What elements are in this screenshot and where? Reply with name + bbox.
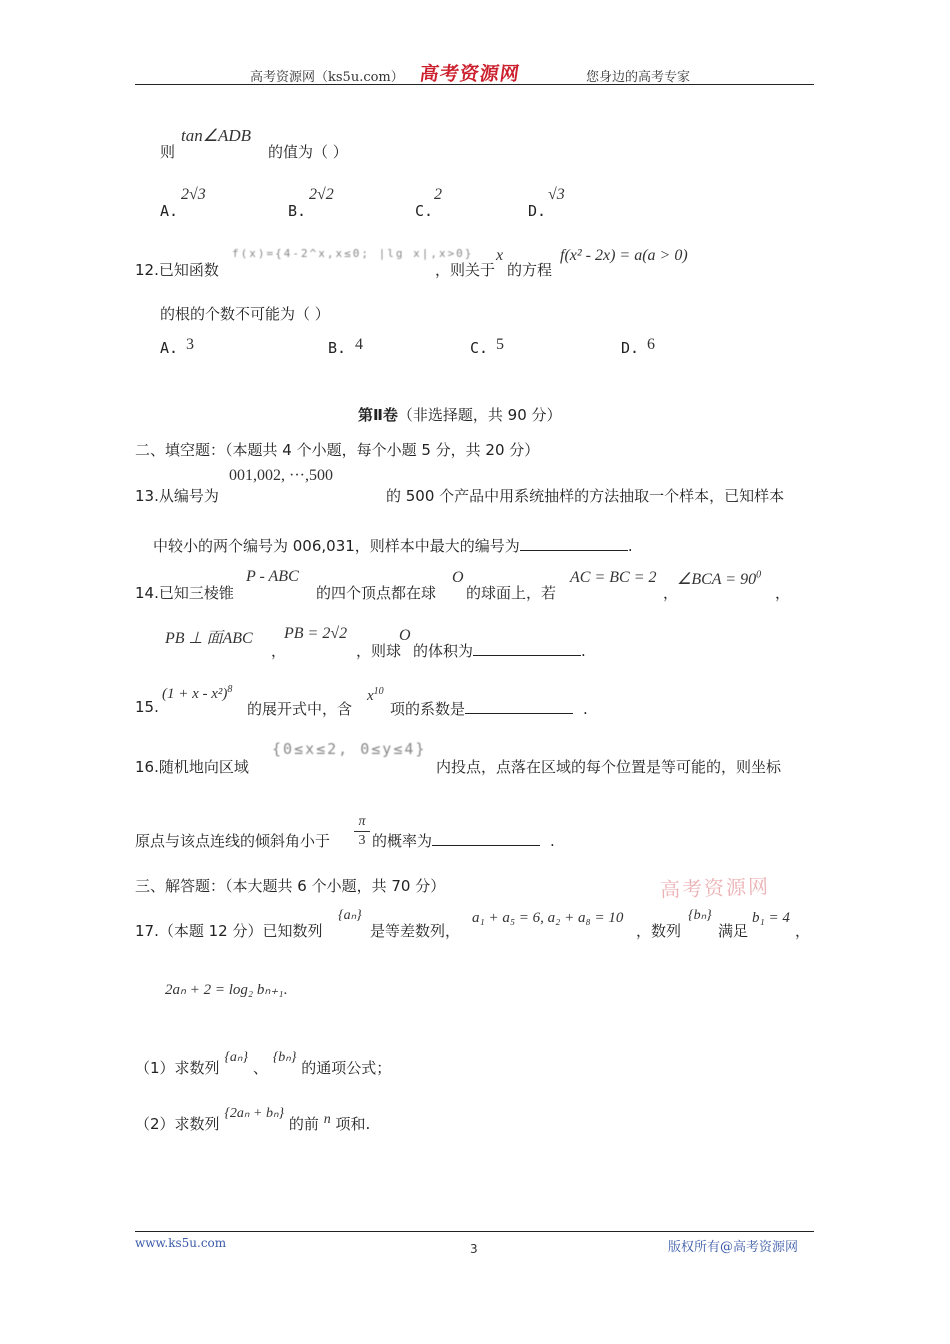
q17-part1 [135,1050,392,1078]
q14-end: . [581,642,586,660]
q11-prefix: 则 [160,143,176,161]
header-right: 您身边的高考专家 [586,70,691,85]
q13-line2 [153,535,633,556]
brand-logo: 高考资源网 [418,63,522,85]
section3-heading: 三、解答题：（本大题共 6 个小题，共 70 分） [135,877,446,895]
q17-part1-bn: {bₙ} [272,1050,297,1065]
q17-recurrence-text: 2aₙ + 2 = log₂ bₙ₊₁ [165,982,284,998]
q11-option-b-label: B. [288,202,307,220]
q12-option-d-value: 6 [647,336,655,353]
q17-part2-mid: 的前 [288,1115,319,1133]
q17-part2 [135,1106,371,1134]
q16-prefix: 16.随机地向区域 [135,758,249,776]
q11-option-c-label: C. [415,202,434,220]
q15-exponent: 8 [227,684,233,695]
q17-an: {aₙ} [338,908,362,923]
q15-expr [162,684,232,703]
q11-option-a-value: 2√3 [181,186,206,203]
q15-mid: 的展开式中，含 [247,700,353,718]
footer-rule [135,1231,814,1232]
q12-option-b-value: 4 [355,336,363,353]
q12-option-a-value: 3 [186,336,194,353]
q17-mid2: ，数列 [636,922,682,940]
q17-mid: 是等差数列， [370,922,461,940]
watermark: 高考资源网 [659,874,771,902]
q15-end: . [583,700,588,718]
q14-tail: ， [775,584,791,602]
q15-term-var: x [367,688,374,704]
q12-line2: 的根的个数不可能为（ ） [160,305,330,323]
q17-part2-suffix: 项和. [335,1115,371,1133]
q14-comma: ， [663,584,679,602]
q15-suffix-text: 项的系数是 [390,700,466,718]
q13-end: . [627,537,633,555]
q14-pyramid: P - ABC [246,568,299,585]
q11-suffix: 的值为（ ） [268,143,348,161]
q15-expr-text: (1 + x - x²) [162,686,228,702]
q12-equation: f(x² - 2x) = a(a > 0) [560,247,688,264]
q14-prefix: 14.已知三棱锥 [135,584,234,602]
part2-title [358,404,562,425]
q15-answer-blank[interactable] [465,699,573,714]
footer-link[interactable]: www.ks5u.com [135,1236,227,1250]
header-rule [135,84,814,85]
section2-heading: 二、填空题：（本题共 4 个小题，每个小题 5 分，共 20 分） [135,441,540,459]
q16-frac-bar [354,831,370,832]
footer-copyright: 版权所有@高考资源网 [668,1240,799,1255]
q15-prefix: 15. [135,698,159,716]
q17-b1: b₁ = 4 [752,910,790,926]
q17-recurrence [165,980,287,999]
q14-line2c: ，则球 [356,642,402,660]
q16-line2a: 原点与该点连线的倾斜角小于 [135,832,331,850]
q17-part2-prefix: （2）求数列 [135,1115,220,1133]
q16-suffix: 内投点，点落在区域的每个位置是等可能的，则坐标 [436,758,782,776]
q11-option-d-label: D. [528,202,547,220]
part2-title-bold: 第Ⅱ卷 [358,406,398,424]
header-left: 高考资源网（ks5u.com） [250,70,404,85]
q16-frac-numerator: π [358,814,366,829]
page-number: 3 [470,1242,478,1256]
q12-option-d-label: D. [621,339,640,357]
q12-option-c-value: 5 [496,336,504,353]
part2-title-rest: （非选择题，共 90 分） [397,406,562,424]
q12-mid2: 的方程 [507,261,553,279]
q13-prefix: 13.从编号为 [135,487,219,505]
q17-part1-suffix: 的通项公式； [301,1059,392,1077]
q14-cond1: AC = BC = 2 [570,569,657,586]
q12-option-b-label: B. [328,339,347,357]
q14-answer-blank[interactable] [473,641,581,656]
q14-mid: 的四个顶点都在球 [316,584,437,602]
q16-answer-blank[interactable] [432,831,540,846]
q15-term [367,686,384,705]
q14-perpendicular: PB ⊥ 面ABC [165,630,253,647]
q12-option-a-label: A. [160,339,179,357]
q14-cond2 [677,569,761,589]
q17-mid3: 满足 [718,922,749,940]
q14-mid2: 的球面上，若 [466,584,557,602]
q17-part1-prefix: （1）求数列 [135,1059,220,1077]
q11-option-d-value: √3 [548,186,565,203]
q14-cond2-text: ∠BCA = 90 [677,571,757,588]
q14-pb-length: PB = 2√2 [284,625,348,642]
q17-tail: ， [795,922,811,940]
q14-degree: 0 [756,569,762,581]
q11-option-a-label: A. [160,202,179,220]
q14-line2-comma: ， [271,642,287,660]
q12-var: x [496,247,504,264]
q16-fraction [354,814,370,849]
q12-option-c-label: C. [470,339,489,357]
q17-recurrence-end: . [283,982,288,998]
q14-ball2: O [399,627,411,644]
q15-term-exponent: 10 [373,686,384,697]
q14-line2d-text: 的体积为 [413,642,474,660]
q11-expr: tan∠ADB [181,126,252,145]
q11-option-c-value: 2 [434,186,442,203]
q13-answer-blank[interactable] [520,536,628,551]
q16-line2b [372,830,555,851]
q13-suffix: 的 500 个产品中用系统抽样的方法抽取一个样本，已知样本 [386,487,785,505]
q12-mid: ，则关于 [435,261,496,279]
q16-region: {0≤x≤2, 0≤y≤4} [272,740,427,758]
q13-line2-text: 中较小的两个编号为 006,031，则样本中最大的编号为 [153,537,520,555]
q16-frac-denominator: 3 [358,833,366,848]
q16-line2b-text: 的概率为 [372,832,433,850]
q11-option-b-value: 2√2 [309,186,334,203]
q17-part2-seq: {2aₙ + bₙ} [224,1106,285,1121]
q14-line2d [413,640,586,661]
q13-sequence: 001,002, ···,500 [229,467,333,484]
q12-piecewise-function: f(x)={4-2^x,x≤0; |lg x|,x>0} [232,247,474,260]
q17-prefix: 17.（本题 12 分）已知数列 [135,922,323,940]
q14-ball: O [452,569,464,586]
q17-bn: {bₙ} [688,908,712,923]
q12-prefix: 12.已知函数 [135,261,219,279]
q17-part1-an: {aₙ} [224,1050,249,1065]
q17-condition: a₁ + a₅ = 6, a₂ + a₈ = 10 [472,910,624,926]
q17-part1-sep: 、 [252,1059,268,1077]
q17-part2-n: n [323,1112,331,1127]
q15-suffix [390,698,588,719]
q16-end: . [550,832,555,850]
